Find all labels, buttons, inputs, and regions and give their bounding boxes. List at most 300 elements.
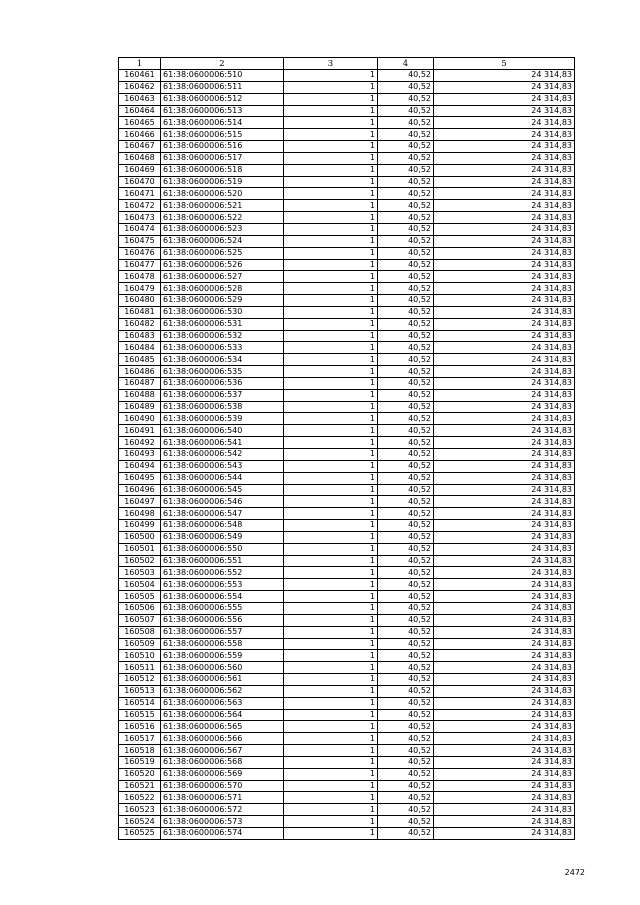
cadastral-number-cell: 61:38:0600006:571 [161, 792, 284, 804]
area-cell: 40,52 [378, 721, 434, 733]
share-cell: 1 [284, 520, 378, 532]
cadastral-number-cell: 61:38:0600006:560 [161, 662, 284, 674]
cadastral-number-cell: 61:38:0600006:550 [161, 543, 284, 555]
row-number-cell: 160465 [119, 117, 161, 129]
cadastral-number-cell: 61:38:0600006:541 [161, 437, 284, 449]
value-cell: 24 314,83 [434, 579, 575, 591]
share-cell: 1 [284, 188, 378, 200]
table-row [119, 306, 575, 318]
row-number-cell: 160469 [119, 164, 161, 176]
cadastral-number-cell: 61:38:0600006:516 [161, 141, 284, 153]
share-cell: 1 [284, 816, 378, 828]
column-header: 5 [434, 58, 575, 70]
cadastral-number-cell: 61:38:0600006:536 [161, 377, 284, 389]
table-row [119, 366, 575, 378]
row-number-cell: 160494 [119, 460, 161, 472]
cadastral-number-cell: 61:38:0600006:565 [161, 721, 284, 733]
row-number-cell: 160464 [119, 105, 161, 117]
row-number-cell: 160485 [119, 354, 161, 366]
table-row [119, 828, 575, 840]
share-cell: 1 [284, 674, 378, 686]
area-cell: 40,52 [378, 389, 434, 401]
share-cell: 1 [284, 176, 378, 188]
area-cell: 40,52 [378, 543, 434, 555]
share-cell: 1 [284, 733, 378, 745]
cadastral-number-cell: 61:38:0600006:572 [161, 804, 284, 816]
area-cell: 40,52 [378, 567, 434, 579]
row-number-cell: 160491 [119, 425, 161, 437]
share-cell: 1 [284, 484, 378, 496]
area-cell: 40,52 [378, 354, 434, 366]
cadastral-number-cell: 61:38:0600006:538 [161, 401, 284, 413]
row-number-cell: 160466 [119, 129, 161, 141]
row-number-cell: 160509 [119, 638, 161, 650]
cadastral-number-cell: 61:38:0600006:563 [161, 697, 284, 709]
share-cell: 1 [284, 389, 378, 401]
cadastral-number-cell: 61:38:0600006:520 [161, 188, 284, 200]
share-cell: 1 [284, 543, 378, 555]
value-cell: 24 314,83 [434, 259, 575, 271]
share-cell: 1 [284, 508, 378, 520]
area-cell: 40,52 [378, 685, 434, 697]
table-row [119, 709, 575, 721]
row-number-cell: 160507 [119, 614, 161, 626]
table-row [119, 212, 575, 224]
area-cell: 40,52 [378, 626, 434, 638]
share-cell: 1 [284, 745, 378, 757]
share-cell: 1 [284, 531, 378, 543]
table-row [119, 247, 575, 259]
value-cell: 24 314,83 [434, 792, 575, 804]
value-cell: 24 314,83 [434, 129, 575, 141]
value-cell: 24 314,83 [434, 638, 575, 650]
row-number-cell: 160481 [119, 306, 161, 318]
value-cell: 24 314,83 [434, 271, 575, 283]
table-row [119, 176, 575, 188]
page-number: 2472 [564, 868, 585, 877]
share-cell: 1 [284, 259, 378, 271]
value-cell: 24 314,83 [434, 235, 575, 247]
row-number-cell: 160489 [119, 401, 161, 413]
share-cell: 1 [284, 93, 378, 105]
value-cell: 24 314,83 [434, 756, 575, 768]
row-number-cell: 160482 [119, 318, 161, 330]
value-cell: 24 314,83 [434, 460, 575, 472]
table-row [119, 129, 575, 141]
value-cell: 24 314,83 [434, 626, 575, 638]
cadastral-number-cell: 61:38:0600006:559 [161, 650, 284, 662]
table-row [119, 531, 575, 543]
row-number-cell: 160490 [119, 413, 161, 425]
area-cell: 40,52 [378, 247, 434, 259]
cadastral-number-cell: 61:38:0600006:562 [161, 685, 284, 697]
area-cell: 40,52 [378, 377, 434, 389]
area-cell: 40,52 [378, 591, 434, 603]
table-row [119, 638, 575, 650]
area-cell: 40,52 [378, 709, 434, 721]
cadastral-number-cell: 61:38:0600006:511 [161, 81, 284, 93]
value-cell: 24 314,83 [434, 555, 575, 567]
table-row [119, 318, 575, 330]
share-cell: 1 [284, 709, 378, 721]
row-number-cell: 160502 [119, 555, 161, 567]
value-cell: 24 314,83 [434, 709, 575, 721]
value-cell: 24 314,83 [434, 223, 575, 235]
area-cell: 40,52 [378, 614, 434, 626]
value-cell: 24 314,83 [434, 152, 575, 164]
cadastral-number-cell: 61:38:0600006:556 [161, 614, 284, 626]
row-number-cell: 160471 [119, 188, 161, 200]
cadastral-number-cell: 61:38:0600006:553 [161, 579, 284, 591]
cadastral-number-cell: 61:38:0600006:510 [161, 70, 284, 82]
share-cell: 1 [284, 271, 378, 283]
table-row [119, 745, 575, 757]
table-row [119, 685, 575, 697]
share-cell: 1 [284, 330, 378, 342]
share-cell: 1 [284, 472, 378, 484]
table-row [119, 756, 575, 768]
share-cell: 1 [284, 614, 378, 626]
row-number-cell: 160521 [119, 780, 161, 792]
area-cell: 40,52 [378, 212, 434, 224]
row-number-cell: 160512 [119, 674, 161, 686]
share-cell: 1 [284, 756, 378, 768]
value-cell: 24 314,83 [434, 472, 575, 484]
column-header: 2 [161, 58, 284, 70]
area-cell: 40,52 [378, 662, 434, 674]
value-cell: 24 314,83 [434, 496, 575, 508]
table-row [119, 721, 575, 733]
share-cell: 1 [284, 638, 378, 650]
row-number-cell: 160519 [119, 756, 161, 768]
share-cell: 1 [284, 804, 378, 816]
area-cell: 40,52 [378, 638, 434, 650]
share-cell: 1 [284, 247, 378, 259]
area-cell: 40,52 [378, 674, 434, 686]
row-number-cell: 160461 [119, 70, 161, 82]
value-cell: 24 314,83 [434, 650, 575, 662]
area-cell: 40,52 [378, 318, 434, 330]
value-cell: 24 314,83 [434, 354, 575, 366]
share-cell: 1 [284, 792, 378, 804]
value-cell: 24 314,83 [434, 662, 575, 674]
cadastral-number-cell: 61:38:0600006:543 [161, 460, 284, 472]
area-cell: 40,52 [378, 780, 434, 792]
cadastral-number-cell: 61:38:0600006:526 [161, 259, 284, 271]
area-cell: 40,52 [378, 460, 434, 472]
row-number-cell: 160520 [119, 768, 161, 780]
area-cell: 40,52 [378, 449, 434, 461]
table-row [119, 780, 575, 792]
row-number-cell: 160483 [119, 330, 161, 342]
share-cell: 1 [284, 626, 378, 638]
area-cell: 40,52 [378, 223, 434, 235]
table-row [119, 520, 575, 532]
row-number-cell: 160518 [119, 745, 161, 757]
share-cell: 1 [284, 780, 378, 792]
table-row [119, 401, 575, 413]
value-cell: 24 314,83 [434, 141, 575, 153]
value-cell: 24 314,83 [434, 377, 575, 389]
share-cell: 1 [284, 129, 378, 141]
value-cell: 24 314,83 [434, 520, 575, 532]
area-cell: 40,52 [378, 496, 434, 508]
area-cell: 40,52 [378, 733, 434, 745]
cadastral-number-cell: 61:38:0600006:513 [161, 105, 284, 117]
cadastral-number-cell: 61:38:0600006:566 [161, 733, 284, 745]
value-cell: 24 314,83 [434, 389, 575, 401]
share-cell: 1 [284, 496, 378, 508]
value-cell: 24 314,83 [434, 283, 575, 295]
row-number-cell: 160492 [119, 437, 161, 449]
value-cell: 24 314,83 [434, 81, 575, 93]
value-cell: 24 314,83 [434, 674, 575, 686]
area-cell: 40,52 [378, 342, 434, 354]
value-cell: 24 314,83 [434, 176, 575, 188]
table-row [119, 768, 575, 780]
area-cell: 40,52 [378, 105, 434, 117]
cadastral-number-cell: 61:38:0600006:531 [161, 318, 284, 330]
cadastral-number-cell: 61:38:0600006:539 [161, 413, 284, 425]
row-number-cell: 160463 [119, 93, 161, 105]
table-row [119, 614, 575, 626]
value-cell: 24 314,83 [434, 816, 575, 828]
area-cell: 40,52 [378, 745, 434, 757]
cadastral-number-cell: 61:38:0600006:527 [161, 271, 284, 283]
value-cell: 24 314,83 [434, 780, 575, 792]
area-cell: 40,52 [378, 579, 434, 591]
row-number-cell: 160487 [119, 377, 161, 389]
row-number-cell: 160484 [119, 342, 161, 354]
registry-table [118, 57, 575, 840]
area-cell: 40,52 [378, 425, 434, 437]
cadastral-number-cell: 61:38:0600006:557 [161, 626, 284, 638]
value-cell: 24 314,83 [434, 212, 575, 224]
column-header: 3 [284, 58, 378, 70]
table-row [119, 354, 575, 366]
table-row [119, 117, 575, 129]
cadastral-number-cell: 61:38:0600006:564 [161, 709, 284, 721]
value-cell: 24 314,83 [434, 733, 575, 745]
table-row [119, 377, 575, 389]
value-cell: 24 314,83 [434, 342, 575, 354]
area-cell: 40,52 [378, 508, 434, 520]
share-cell: 1 [284, 295, 378, 307]
table-row [119, 413, 575, 425]
row-number-cell: 160525 [119, 828, 161, 840]
row-number-cell: 160515 [119, 709, 161, 721]
row-number-cell: 160488 [119, 389, 161, 401]
cadastral-number-cell: 61:38:0600006:549 [161, 531, 284, 543]
share-cell: 1 [284, 401, 378, 413]
table-row [119, 449, 575, 461]
share-cell: 1 [284, 567, 378, 579]
row-number-cell: 160500 [119, 531, 161, 543]
value-cell: 24 314,83 [434, 745, 575, 757]
share-cell: 1 [284, 70, 378, 82]
table-row [119, 733, 575, 745]
table-row [119, 330, 575, 342]
area-cell: 40,52 [378, 259, 434, 271]
cadastral-number-cell: 61:38:0600006:522 [161, 212, 284, 224]
share-cell: 1 [284, 579, 378, 591]
value-cell: 24 314,83 [434, 484, 575, 496]
area-cell: 40,52 [378, 129, 434, 141]
value-cell: 24 314,83 [434, 330, 575, 342]
table-row [119, 508, 575, 520]
cadastral-number-cell: 61:38:0600006:534 [161, 354, 284, 366]
row-number-cell: 160504 [119, 579, 161, 591]
share-cell: 1 [284, 354, 378, 366]
share-cell: 1 [284, 697, 378, 709]
value-cell: 24 314,83 [434, 508, 575, 520]
area-cell: 40,52 [378, 531, 434, 543]
area-cell: 40,52 [378, 520, 434, 532]
cadastral-number-cell: 61:38:0600006:570 [161, 780, 284, 792]
column-header: 1 [119, 58, 161, 70]
cadastral-number-cell: 61:38:0600006:561 [161, 674, 284, 686]
share-cell: 1 [284, 449, 378, 461]
share-cell: 1 [284, 141, 378, 153]
table-row [119, 650, 575, 662]
share-cell: 1 [284, 768, 378, 780]
row-number-cell: 160480 [119, 295, 161, 307]
row-number-cell: 160508 [119, 626, 161, 638]
row-number-cell: 160514 [119, 697, 161, 709]
area-cell: 40,52 [378, 437, 434, 449]
row-number-cell: 160472 [119, 200, 161, 212]
share-cell: 1 [284, 602, 378, 614]
area-cell: 40,52 [378, 164, 434, 176]
cadastral-number-cell: 61:38:0600006:524 [161, 235, 284, 247]
row-number-cell: 160501 [119, 543, 161, 555]
table-row [119, 460, 575, 472]
cadastral-number-cell: 61:38:0600006:525 [161, 247, 284, 259]
row-number-cell: 160511 [119, 662, 161, 674]
table-row [119, 141, 575, 153]
cadastral-number-cell: 61:38:0600006:533 [161, 342, 284, 354]
cadastral-number-cell: 61:38:0600006:573 [161, 816, 284, 828]
value-cell: 24 314,83 [434, 697, 575, 709]
cadastral-number-cell: 61:38:0600006:568 [161, 756, 284, 768]
share-cell: 1 [284, 555, 378, 567]
cadastral-number-cell: 61:38:0600006:554 [161, 591, 284, 603]
area-cell: 40,52 [378, 141, 434, 153]
cadastral-number-cell: 61:38:0600006:574 [161, 828, 284, 840]
cadastral-number-cell: 61:38:0600006:518 [161, 164, 284, 176]
row-number-cell: 160493 [119, 449, 161, 461]
area-cell: 40,52 [378, 413, 434, 425]
table-row [119, 283, 575, 295]
share-cell: 1 [284, 685, 378, 697]
area-cell: 40,52 [378, 804, 434, 816]
cadastral-number-cell: 61:38:0600006:546 [161, 496, 284, 508]
share-cell: 1 [284, 662, 378, 674]
share-cell: 1 [284, 200, 378, 212]
row-number-cell: 160476 [119, 247, 161, 259]
cadastral-number-cell: 61:38:0600006:521 [161, 200, 284, 212]
table-row [119, 484, 575, 496]
table-header-row [119, 58, 575, 70]
value-cell: 24 314,83 [434, 413, 575, 425]
row-number-cell: 160516 [119, 721, 161, 733]
area-cell: 40,52 [378, 602, 434, 614]
cadastral-number-cell: 61:38:0600006:512 [161, 93, 284, 105]
table-row [119, 425, 575, 437]
area-cell: 40,52 [378, 93, 434, 105]
cadastral-number-cell: 61:38:0600006:558 [161, 638, 284, 650]
row-number-cell: 160479 [119, 283, 161, 295]
row-number-cell: 160522 [119, 792, 161, 804]
area-cell: 40,52 [378, 650, 434, 662]
area-cell: 40,52 [378, 555, 434, 567]
area-cell: 40,52 [378, 117, 434, 129]
share-cell: 1 [284, 425, 378, 437]
cadastral-number-cell: 61:38:0600006:547 [161, 508, 284, 520]
row-number-cell: 160473 [119, 212, 161, 224]
cadastral-number-cell: 61:38:0600006:529 [161, 295, 284, 307]
area-cell: 40,52 [378, 401, 434, 413]
row-number-cell: 160505 [119, 591, 161, 603]
table-row [119, 804, 575, 816]
cadastral-number-cell: 61:38:0600006:555 [161, 602, 284, 614]
value-cell: 24 314,83 [434, 721, 575, 733]
value-cell: 24 314,83 [434, 685, 575, 697]
cadastral-number-cell: 61:38:0600006:542 [161, 449, 284, 461]
area-cell: 40,52 [378, 152, 434, 164]
row-number-cell: 160474 [119, 223, 161, 235]
area-cell: 40,52 [378, 295, 434, 307]
value-cell: 24 314,83 [434, 105, 575, 117]
share-cell: 1 [284, 152, 378, 164]
table-row [119, 152, 575, 164]
value-cell: 24 314,83 [434, 366, 575, 378]
cadastral-number-cell: 61:38:0600006:515 [161, 129, 284, 141]
cadastral-number-cell: 61:38:0600006:552 [161, 567, 284, 579]
table-row [119, 437, 575, 449]
row-number-cell: 160523 [119, 804, 161, 816]
area-cell: 40,52 [378, 756, 434, 768]
area-cell: 40,52 [378, 816, 434, 828]
area-cell: 40,52 [378, 697, 434, 709]
share-cell: 1 [284, 413, 378, 425]
area-cell: 40,52 [378, 70, 434, 82]
cadastral-number-cell: 61:38:0600006:569 [161, 768, 284, 780]
table-row [119, 792, 575, 804]
table-row [119, 259, 575, 271]
row-number-cell: 160497 [119, 496, 161, 508]
share-cell: 1 [284, 318, 378, 330]
cadastral-number-cell: 61:38:0600006:528 [161, 283, 284, 295]
value-cell: 24 314,83 [434, 306, 575, 318]
share-cell: 1 [284, 306, 378, 318]
cadastral-number-cell: 61:38:0600006:567 [161, 745, 284, 757]
cadastral-number-cell: 61:38:0600006:548 [161, 520, 284, 532]
cadastral-number-cell: 61:38:0600006:551 [161, 555, 284, 567]
row-number-cell: 160499 [119, 520, 161, 532]
value-cell: 24 314,83 [434, 93, 575, 105]
cadastral-number-cell: 61:38:0600006:530 [161, 306, 284, 318]
row-number-cell: 160478 [119, 271, 161, 283]
table-row [119, 81, 575, 93]
share-cell: 1 [284, 377, 378, 389]
share-cell: 1 [284, 164, 378, 176]
value-cell: 24 314,83 [434, 295, 575, 307]
table-row [119, 496, 575, 508]
area-cell: 40,52 [378, 472, 434, 484]
cadastral-number-cell: 61:38:0600006:545 [161, 484, 284, 496]
table-row [119, 543, 575, 555]
